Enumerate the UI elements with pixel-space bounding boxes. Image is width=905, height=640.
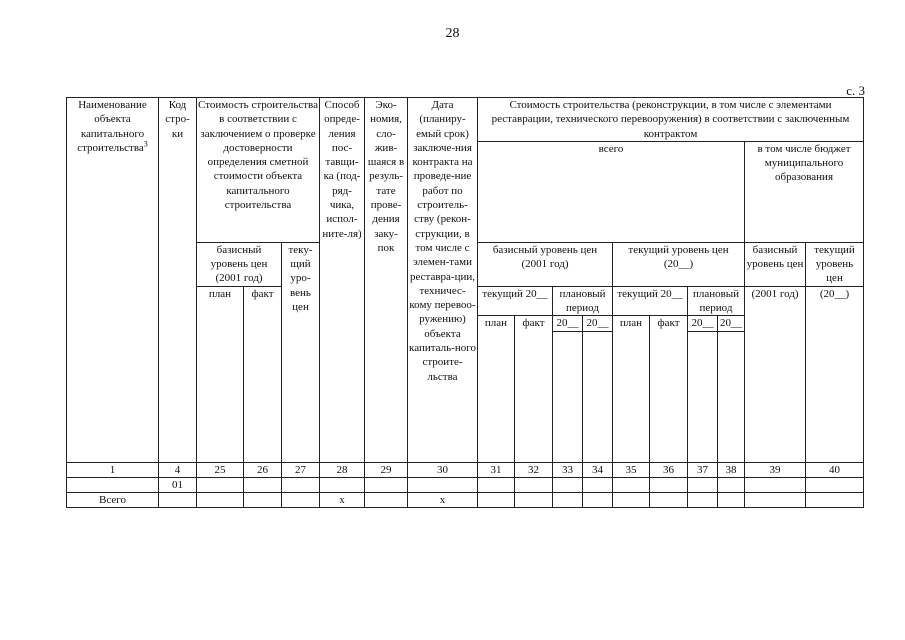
col-num: 37	[688, 462, 718, 477]
header-contract-date: Дата (планиру-емый срок) заключе-ния контракта на проведе-ние работ по строитель-ству (рекон-струкции, в том числе с элемен-тами реставра-ции, техничес-кому перевоо-ружению) объекта капиталь-ного строите-льства	[408, 98, 478, 463]
cell	[688, 492, 718, 507]
cell	[365, 492, 408, 507]
page-number: 28	[445, 26, 460, 41]
header-plan-a: план	[478, 316, 515, 462]
col-num: 31	[478, 462, 515, 477]
cell	[806, 477, 864, 492]
header-year-b1: 20__	[688, 316, 718, 331]
cell	[745, 492, 806, 507]
col-num: 35	[613, 462, 650, 477]
total-label: Всего	[67, 492, 159, 507]
cell	[745, 477, 806, 492]
header-fact-a: факт	[515, 316, 553, 462]
header-base-level-short: базисный уровень цен	[745, 242, 806, 286]
cell	[320, 477, 365, 492]
header-year-2001: (2001 год)	[745, 286, 806, 462]
header-base-level-2001: базисный уровень цен (2001 год)	[478, 242, 613, 286]
cell	[67, 477, 159, 492]
cell	[583, 477, 613, 492]
total-row	[67, 492, 864, 507]
col-num: 34	[583, 462, 613, 477]
header-cost-expertise: Стоимость строительства в соответствии с заключением о проверке достоверности определения сметной стоимости объекта капитального строительства	[197, 98, 320, 243]
col-num: 29	[365, 462, 408, 477]
cell	[159, 492, 197, 507]
cell	[478, 492, 515, 507]
table-row	[67, 477, 864, 492]
cell	[650, 477, 688, 492]
sheet-label: с. 3	[846, 83, 865, 98]
header-current-level-20: текущий уровень цен (20__)	[613, 242, 745, 286]
col-num: 32	[515, 462, 553, 477]
header-planned-period-b: плановый период	[688, 286, 745, 316]
header-current-20-a: текущий 20__	[478, 286, 553, 316]
header-current-level: теку-щий уро-вень цен	[282, 242, 320, 462]
header-object-name: Наименование объекта капитального строительства$^3$	[67, 98, 159, 463]
cell	[244, 477, 282, 492]
col-num: 39	[745, 462, 806, 477]
header-year-a1: 20__	[553, 316, 583, 331]
cell	[282, 477, 320, 492]
col-num: 26	[244, 462, 282, 477]
col-num: 40	[806, 462, 864, 477]
header-fact: факт	[244, 286, 282, 462]
cell	[282, 492, 320, 507]
header-plan-b: план	[613, 316, 650, 462]
total-x-method: x	[320, 492, 365, 507]
col-num: 38	[718, 462, 745, 477]
cell	[244, 492, 282, 507]
row-code: 01	[159, 477, 197, 492]
cell	[515, 477, 553, 492]
cell	[365, 477, 408, 492]
total-x-date: x	[408, 492, 478, 507]
header-plan: план	[197, 286, 244, 462]
header-current-20-b: текущий 20__	[613, 286, 688, 316]
header-current-level-short: текущий уровень цен	[806, 242, 864, 286]
cell	[408, 477, 478, 492]
col-num: 4	[159, 462, 197, 477]
col-num: 27	[282, 462, 320, 477]
header-economy: Эко-номия, сло-жив-шаяся в резуль-тате прове-дения заку-пок	[365, 98, 408, 463]
cell	[553, 492, 583, 507]
cell	[718, 477, 745, 492]
header-supplier-method: Способ опреде-ления пос-тавщи-ка (под-ряд-чика, испол-ните-ля)	[320, 98, 365, 463]
header-year-a2: 20__	[583, 316, 613, 331]
col-num: 1	[67, 462, 159, 477]
column-number-row	[67, 462, 864, 477]
header-planned-period-a: плановый период	[553, 286, 613, 316]
header-fact-b: факт	[650, 316, 688, 462]
header-municipal: в том числе бюджет муниципального образования	[745, 141, 864, 242]
header-all: всего	[478, 141, 745, 242]
cell	[650, 492, 688, 507]
header-year-b2: 20__	[718, 316, 745, 331]
col-num: 25	[197, 462, 244, 477]
cell	[197, 492, 244, 507]
cell	[613, 492, 650, 507]
header-row-code: Код стро-ки	[159, 98, 197, 463]
col-num: 30	[408, 462, 478, 477]
col-num: 33	[553, 462, 583, 477]
header-base-level: базисный уровень цен (2001 год)	[197, 242, 282, 286]
header-cost-contract: Стоимость строительства (реконструкции, в том числе с элементами реставрации, технического перевооружения) в соответствии с заключенным контрактом	[478, 98, 864, 142]
cell	[197, 477, 244, 492]
form-table	[66, 97, 864, 508]
cell	[478, 477, 515, 492]
header-year-20: (20__)	[806, 286, 864, 462]
cell	[613, 477, 650, 492]
cell	[553, 477, 583, 492]
cell	[583, 492, 613, 507]
cell	[718, 492, 745, 507]
col-num: 36	[650, 462, 688, 477]
col-num: 28	[320, 462, 365, 477]
cell	[688, 477, 718, 492]
cell	[806, 492, 864, 507]
cell	[515, 492, 553, 507]
